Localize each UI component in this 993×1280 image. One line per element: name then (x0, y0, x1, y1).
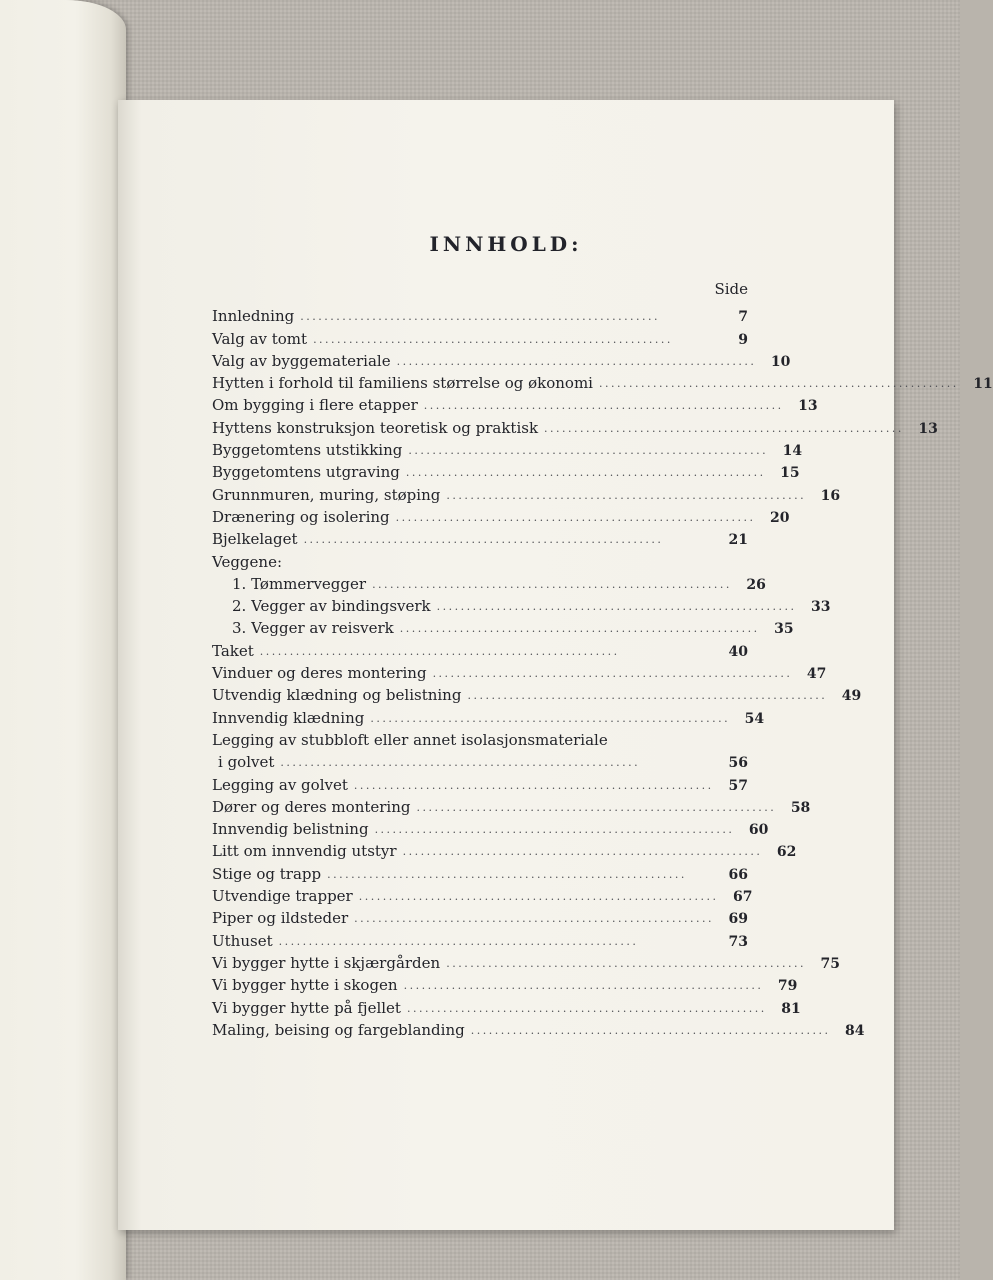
toc-entry-title: i golvet (218, 753, 275, 772)
toc-entry (212, 615, 794, 638)
toc-entry-page-number: 73 (728, 933, 748, 950)
toc-entry-page-number: 15 (780, 465, 800, 482)
toc-entry (212, 370, 993, 393)
toc-entry (212, 794, 811, 816)
dot-leader: ............................................................ (280, 756, 641, 770)
toc-entry-title: Byggetomtens utgraving (212, 463, 400, 482)
toc-entry-title: Innvendig klædning (212, 708, 365, 727)
toc-entry-title: Litt om innvendig utstyr (212, 842, 397, 861)
dot-leader: ............................................................ (259, 644, 620, 658)
toc-entry (212, 303, 748, 325)
toc-entry-page-number: 10 (770, 353, 791, 370)
toc-entry-title: Hyttens konstruksjon teoretisk og praktisk (212, 418, 539, 437)
toc-entry (212, 392, 818, 415)
toc-entry-title: Taket (212, 641, 254, 660)
toc-entry (212, 348, 791, 370)
toc-entry (212, 771, 748, 793)
toc-entry-title: Vinduer og deres montering (212, 664, 427, 683)
dot-leader: ............................................................ (423, 399, 784, 413)
toc-entry-title: Piper og ildsteder (212, 909, 349, 928)
toc-entry-title: Om bygging i flere etapper (212, 396, 418, 415)
toc-heading: INNHOLD: (429, 232, 583, 256)
dot-leader: ............................................................ (374, 823, 735, 837)
toc-entry-page-number: 49 (841, 688, 862, 705)
toc-entry-page-number: 11 (973, 376, 993, 393)
left-page (0, 0, 126, 1280)
toc-entry (212, 437, 803, 460)
toc-entry (212, 325, 748, 347)
dot-leader: ............................................................ (278, 934, 639, 948)
toc-entry (212, 1017, 865, 1039)
toc-entry (212, 571, 766, 593)
dot-leader: ............................................................ (408, 444, 769, 458)
toc-entry-page-number: 54 (744, 710, 765, 727)
dot-leader: ............................................................ (467, 689, 828, 703)
dot-leader: ............................................................ (470, 1023, 831, 1037)
toc-entry-title: 1. Tømmervegger (232, 574, 367, 593)
toc-entry (212, 682, 862, 705)
toc-entry (212, 727, 748, 749)
dot-leader: ............................................................ (402, 845, 763, 859)
dot-leader: ............................................................ (405, 466, 766, 480)
dot-leader: ............................................................ (327, 867, 687, 881)
toc-entry-title: Vi bygger hytte på fjellet (212, 998, 401, 1017)
dot-leader: ............................................................ (354, 912, 714, 926)
toc-entry-page-number: 40 (728, 643, 748, 660)
dot-leader: ............................................................ (395, 510, 756, 524)
toc-entry (212, 905, 748, 927)
toc-entry-page-number: 47 (806, 666, 827, 683)
toc-entry-title: Hytten i forhold til familiens størrelse og økonomi (212, 374, 593, 393)
toc-entry-page-number: 67 (733, 889, 753, 906)
toc-entry (212, 414, 938, 437)
dot-leader: ............................................................ (544, 421, 904, 435)
toc-entry-title: Veggene: (212, 552, 283, 571)
dot-leader: ............................................................ (416, 800, 777, 814)
toc-entry-title: Byggetomtens utstikking (212, 441, 403, 460)
toc-entry (212, 593, 831, 616)
toc-entry (212, 972, 798, 995)
toc-entry-title: Innledning (212, 307, 295, 326)
toc-entry (212, 637, 748, 659)
dot-leader: ............................................................ (403, 979, 764, 993)
toc-entry-page-number: 75 (820, 955, 840, 972)
toc-entry (212, 994, 801, 1017)
toc-entry-page-number: 21 (728, 532, 748, 549)
toc-entry-title: Maling, beising og fargeblanding (212, 1020, 465, 1039)
toc-entry-page-number: 7 (738, 309, 748, 326)
dot-leader: ............................................................ (446, 956, 806, 970)
table-of-contents (212, 303, 993, 1039)
toc-entry-page-number: 16 (820, 487, 841, 504)
toc-entry-page-number: 62 (776, 844, 797, 861)
toc-entry-title: Valg av byggemateriale (212, 351, 391, 370)
dot-leader: ............................................................ (432, 667, 793, 681)
toc-entry-page-number: 84 (845, 1022, 865, 1039)
toc-entry-title: Legging av golvet (212, 775, 348, 794)
toc-entry-title: Grunnmuren, muring, støping (212, 485, 441, 504)
toc-entry-page-number: 26 (746, 576, 766, 593)
dot-leader: ............................................................ (370, 711, 731, 725)
dot-leader: ............................................................ (303, 533, 664, 547)
toc-entry (212, 838, 797, 861)
toc-entry-page-number: 60 (748, 822, 769, 839)
toc-entry (212, 749, 748, 771)
dot-leader: ............................................................ (399, 622, 760, 636)
toc-entry-page-number: 56 (728, 755, 748, 772)
toc-entry (212, 548, 748, 570)
toc-entry-title: Bjelkelaget (212, 530, 298, 549)
toc-entry-page-number: 20 (769, 509, 790, 526)
toc-entry-page-number: 81 (781, 1000, 801, 1017)
toc-entry-title: Valg av tomt (212, 329, 308, 348)
toc-entry-title: Stige og trapp (212, 864, 322, 883)
toc-entry-title: Innvendig belistning (212, 820, 369, 839)
toc-entry (212, 860, 748, 882)
toc-entry-page-number: 13 (918, 420, 938, 437)
toc-entry-page-number: 33 (810, 599, 831, 616)
toc-entry-title: Legging av stubbloft eller annet isolasjonsmateriale (212, 730, 608, 749)
toc-entry (212, 526, 748, 548)
dot-leader: ............................................................ (406, 1001, 767, 1015)
toc-entry-title: Utvendige trapper (212, 887, 353, 906)
dot-leader: ............................................................ (396, 354, 757, 368)
toc-entry (212, 481, 841, 504)
toc-entry-title: Uthuset (212, 931, 273, 950)
toc-entry-page-number: 9 (738, 331, 748, 348)
toc-entry-title: Dører og deres montering (212, 797, 411, 816)
dot-leader: ............................................................ (300, 310, 661, 324)
toc-entry-page-number: 57 (728, 777, 748, 794)
toc-entry (212, 660, 827, 683)
toc-entry-page-number: 69 (728, 911, 748, 928)
toc-entry (212, 927, 748, 949)
toc-entry-page-number: 13 (798, 398, 818, 415)
toc-entry (212, 459, 800, 482)
toc-entry (212, 950, 840, 972)
page-column-header: Side (714, 280, 748, 298)
dot-leader: ............................................................ (446, 488, 807, 502)
dot-leader: ............................................................ (436, 600, 797, 614)
toc-entry (212, 704, 765, 727)
toc-entry (212, 816, 769, 839)
toc-entry-page-number: 58 (790, 799, 811, 816)
toc-entry-title: 2. Vegger av bindingsverk (232, 597, 431, 616)
toc-entry-title: Vi bygger hytte i skogen (212, 976, 398, 995)
toc-entry-title: Vi bygger hytte i skjærgården (212, 953, 441, 972)
toc-entry-title: Drænering og isolering (212, 507, 390, 526)
toc-entry-page-number: 79 (777, 978, 798, 995)
dot-leader: ............................................................ (353, 778, 714, 792)
book-page (118, 100, 993, 1230)
dot-leader: ............................................................ (598, 377, 959, 391)
dot-leader: ............................................................ (358, 890, 719, 904)
dot-leader: ............................................................ (313, 332, 673, 346)
toc-entry (212, 504, 790, 526)
toc-entry-title: Utvendig klædning og belistning (212, 686, 462, 705)
toc-entry-page-number: 14 (782, 443, 803, 460)
toc-entry (212, 883, 753, 906)
toc-entry-page-number: 35 (774, 621, 794, 638)
toc-entry-page-number: 66 (728, 866, 748, 883)
dot-leader: ............................................................ (372, 577, 732, 591)
toc-entry-title: 3. Vegger av reisverk (232, 619, 394, 638)
